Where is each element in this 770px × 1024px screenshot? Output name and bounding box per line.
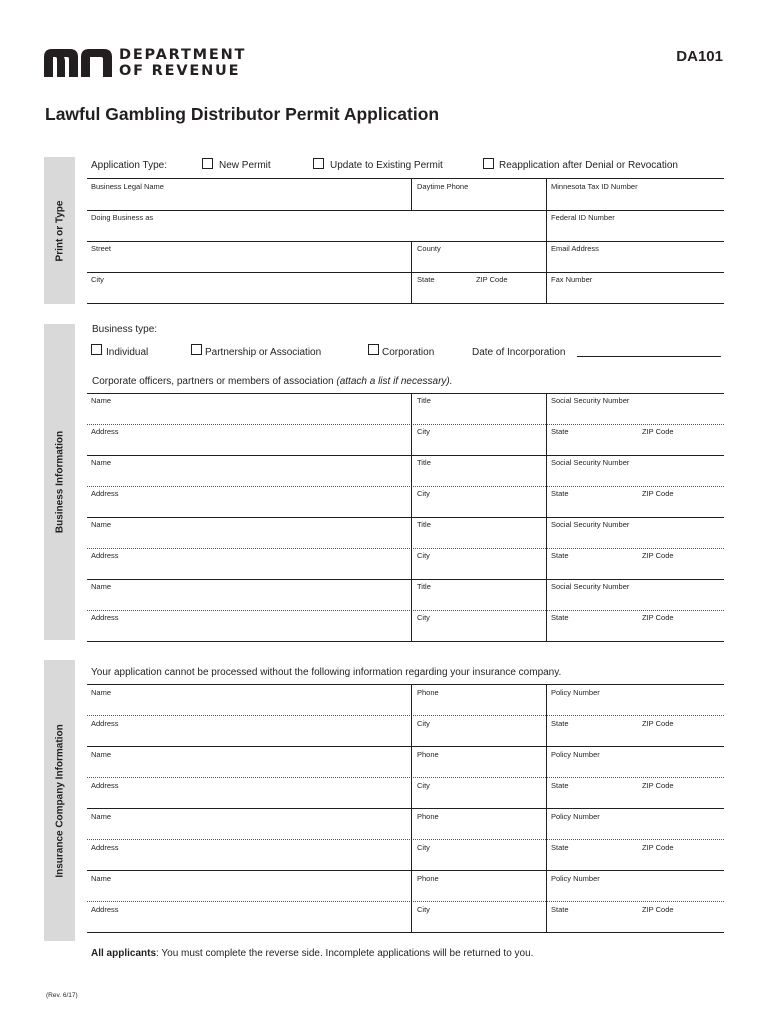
dba-field[interactable]: Doing Business as: [91, 213, 154, 222]
insurer-2-phone-field[interactable]: Phone: [417, 750, 439, 759]
insurer-1-address-field[interactable]: Address: [91, 719, 119, 728]
reapplication-label: Reapplication after Denial or Revocation: [499, 160, 678, 171]
form-number: DA101: [676, 48, 723, 65]
reapplication-checkbox[interactable]: [483, 158, 494, 169]
officer-2-zip-field[interactable]: ZIP Code: [642, 489, 674, 498]
insurer-4-policy-field[interactable]: Policy Number: [551, 874, 600, 883]
officer-3-city-field[interactable]: City: [417, 551, 430, 560]
individual-checkbox[interactable]: [91, 344, 102, 355]
insurer-4-name-field[interactable]: Name: [91, 874, 112, 883]
officer-4-title-field[interactable]: Title: [417, 582, 431, 591]
insurer-3-city-field[interactable]: City: [417, 843, 430, 852]
officer-1-name-field[interactable]: Name: [91, 396, 112, 405]
insurer-1-city-field[interactable]: City: [417, 719, 430, 728]
business-type-label: Business type:: [92, 324, 158, 335]
officer-1-title-field[interactable]: Title: [417, 396, 431, 405]
insurer-3-zip-field[interactable]: ZIP Code: [642, 843, 674, 852]
insurer-2-policy-field[interactable]: Policy Number: [551, 750, 600, 759]
officer-3-ssn-field[interactable]: Social Security Number: [551, 520, 630, 529]
insurer-4-city-field[interactable]: City: [417, 905, 430, 914]
new-permit-label: New Permit: [219, 160, 271, 171]
insurer-4-zip-field[interactable]: ZIP Code: [642, 905, 674, 914]
insurance-instruction: Your application cannot be processed without the following information regarding your insurance company.: [91, 667, 562, 678]
partnership-label: Partnership or Association: [205, 347, 322, 358]
fax-field[interactable]: Fax Number: [551, 275, 593, 284]
daytime-phone-field[interactable]: Daytime Phone: [417, 182, 469, 191]
sidebar-business-information: Business Information: [44, 324, 75, 640]
revision-date: (Rev. 6/17): [46, 992, 78, 999]
officer-2-name-field[interactable]: Name: [91, 458, 112, 467]
insurer-2-address-field[interactable]: Address: [91, 781, 119, 790]
email-field[interactable]: Email Address: [551, 244, 599, 253]
officers-instruction: Corporate officers, partners or members of association (attach a list if necessary).: [92, 376, 453, 387]
insurer-2-city-field[interactable]: City: [417, 781, 430, 790]
county-field[interactable]: County: [417, 244, 441, 253]
insurer-4-address-field[interactable]: Address: [91, 905, 119, 914]
officer-4-address-field[interactable]: Address: [91, 613, 119, 622]
officer-2-city-field[interactable]: City: [417, 489, 430, 498]
officer-1-state-field[interactable]: State: [551, 427, 569, 436]
sidebar-insurance-information: Insurance Company Information: [44, 660, 75, 941]
all-applicants-note: All applicants: You must complete the reverse side. Incomplete applications will be returned to you.: [91, 948, 534, 959]
officer-3-address-field[interactable]: Address: [91, 551, 119, 560]
federal-id-field[interactable]: Federal ID Number: [551, 213, 615, 222]
officer-4-ssn-field[interactable]: Social Security Number: [551, 582, 630, 591]
insurer-3-name-field[interactable]: Name: [91, 812, 112, 821]
officer-4-zip-field[interactable]: ZIP Code: [642, 613, 674, 622]
business-legal-name-field[interactable]: Business Legal Name: [91, 182, 164, 191]
officer-3-name-field[interactable]: Name: [91, 520, 112, 529]
insurer-3-policy-field[interactable]: Policy Number: [551, 812, 600, 821]
insurer-4-state-field[interactable]: State: [551, 905, 569, 914]
corporation-checkbox[interactable]: [368, 344, 379, 355]
mn-logo-mark: [44, 49, 112, 77]
insurer-1-phone-field[interactable]: Phone: [417, 688, 439, 697]
insurer-2-name-field[interactable]: Name: [91, 750, 112, 759]
officer-1-zip-field[interactable]: ZIP Code: [642, 427, 674, 436]
update-permit-checkbox[interactable]: [313, 158, 324, 169]
update-permit-label: Update to Existing Permit: [330, 160, 443, 171]
insurer-4-phone-field[interactable]: Phone: [417, 874, 439, 883]
officer-3-zip-field[interactable]: ZIP Code: [642, 551, 674, 560]
insurer-2-zip-field[interactable]: ZIP Code: [642, 781, 674, 790]
insurer-3-phone-field[interactable]: Phone: [417, 812, 439, 821]
new-permit-checkbox[interactable]: [202, 158, 213, 169]
state-field[interactable]: State: [417, 275, 435, 284]
officer-4-city-field[interactable]: City: [417, 613, 430, 622]
insurer-1-policy-field[interactable]: Policy Number: [551, 688, 600, 697]
insurer-3-state-field[interactable]: State: [551, 843, 569, 852]
officer-2-title-field[interactable]: Title: [417, 458, 431, 467]
city-field[interactable]: City: [91, 275, 104, 284]
date-of-incorporation-input[interactable]: [577, 356, 721, 357]
zip-field[interactable]: ZIP Code: [476, 275, 508, 284]
partnership-checkbox[interactable]: [191, 344, 202, 355]
insurer-1-state-field[interactable]: State: [551, 719, 569, 728]
insurer-1-name-field[interactable]: Name: [91, 688, 112, 697]
officer-4-name-field[interactable]: Name: [91, 582, 112, 591]
officer-1-address-field[interactable]: Address: [91, 427, 119, 436]
insurer-2-state-field[interactable]: State: [551, 781, 569, 790]
officer-3-title-field[interactable]: Title: [417, 520, 431, 529]
officer-2-address-field[interactable]: Address: [91, 489, 119, 498]
department-logo-text: DEPARTMENT OF REVENUE: [119, 47, 247, 79]
individual-label: Individual: [106, 347, 149, 358]
officer-1-city-field[interactable]: City: [417, 427, 430, 436]
officer-3-state-field[interactable]: State: [551, 551, 569, 560]
officer-2-ssn-field[interactable]: Social Security Number: [551, 458, 630, 467]
date-of-incorporation-label: Date of Incorporation: [472, 347, 566, 358]
application-type-label: Application Type:: [91, 160, 167, 171]
insurer-1-zip-field[interactable]: ZIP Code: [642, 719, 674, 728]
officer-2-state-field[interactable]: State: [551, 489, 569, 498]
corporation-label: Corporation: [382, 347, 435, 358]
officer-1-ssn-field[interactable]: Social Security Number: [551, 396, 630, 405]
officer-4-state-field[interactable]: State: [551, 613, 569, 622]
page-title: Lawful Gambling Distributor Permit Application: [45, 104, 440, 124]
sidebar-print-or-type: Print or Type: [44, 157, 75, 304]
insurer-3-address-field[interactable]: Address: [91, 843, 119, 852]
street-field[interactable]: Street: [91, 244, 112, 253]
mn-tax-id-field[interactable]: Minnesota Tax ID Number: [551, 182, 638, 191]
